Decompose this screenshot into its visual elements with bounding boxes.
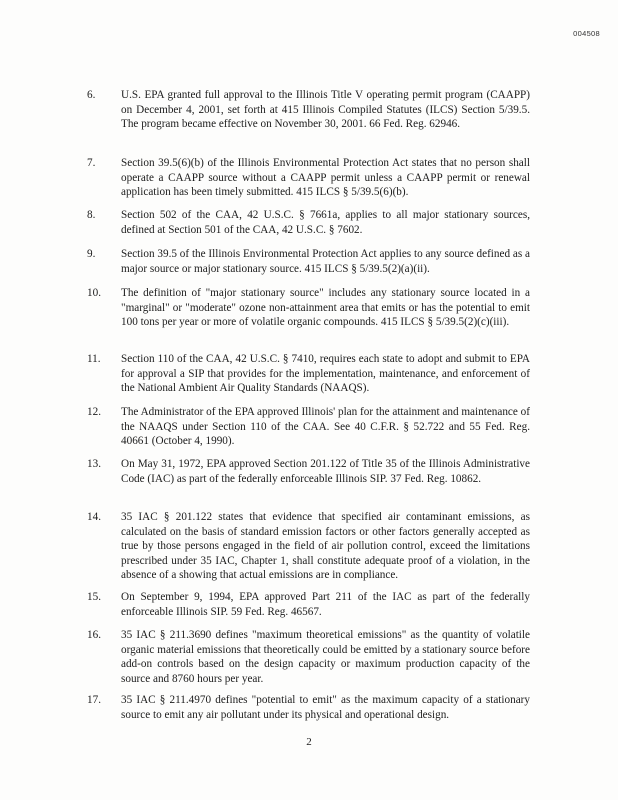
paragraph-number: 9. [87,248,96,260]
paragraph-text: Section 39.5 of the Illinois Environmental Protection Act applies to any source defined as a major source or major stationary source. 415 ILCS § 5/39.5(2)(a)(ii). [121,248,530,275]
paragraph-number: 13. [87,458,101,470]
bates-number: 004508 [573,29,600,38]
paragraph-number: 15. [87,591,101,603]
paragraph-number: 10. [87,287,101,299]
paragraph-text: Section 39.5(6)(b) of the Illinois Environmental Protection Act states that no person shall operate a CAAPP source without a CAAPP permit unless a CAAPP permit or renewal application has been timely submitted. 415 ILCS § 5/39.5(6)(b). [121,157,530,199]
paragraph-number: 17. [87,694,101,706]
paragraph-number: 12. [87,406,101,418]
paragraph-text: U.S. EPA granted full approval to the Illinois Title V operating permit program (CAAPP) on December 4, 2001, set forth at 415 Illinois Compiled Statutes (ILCS) Section 5/39.5. The program became effective on November 30, 2001. 66 Fed. Reg. 62946. [121,89,530,131]
paragraph-text: The definition of "major stationary source" includes any stationary source located in a "marginal" or "moderate" ozone non-attainment area that emits or has the potential to emit 100 tons per year or more of volatile organic compounds. 415 ILCS § 5/39.5(2)(c)(iii). [121,287,530,329]
paragraph-text: 35 IAC § 201.122 states that evidence that specified air contaminant emissions, as calculated on the basis of standard emission factors or other factors generally accepted as true by those persons engaged in the field of air pollution control, exceed the limitations prescribed under 35 IAC, Chapter 1, shall constitute adequate proof of a violation, in the absence of a showing that actual emissions are in compliance. [121,511,530,582]
page-number: 2 [306,736,312,748]
paragraph-text: 35 IAC § 211.4970 defines "potential to emit" as the maximum capacity of a stationary source to emit any air pollutant under its physical and operational design. [121,694,530,721]
paragraph-text: Section 110 of the CAA, 42 U.S.C. § 7410, requires each state to adopt and submit to EPA for approval a SIP that provides for the implementation, maintenance, and enforcement of the National Ambient Air Quality Standards (NAAQS). [121,353,530,395]
paragraph-text: Section 502 of the CAA, 42 U.S.C. § 7661a, applies to all major stationary sources, defined at Section 501 of the CAA, 42 U.S.C. § 7602. [121,209,530,236]
paragraph-number: 7. [87,157,96,169]
paragraph-text: 35 IAC § 211.3690 defines "maximum theoretical emissions" as the quantity of volatile organic material emissions that theoretically could be emitted by a stationary source before add-on controls based on the design capacity or maximum production capacity of the source and 8760 hours per year. [121,629,530,685]
paragraph-number: 11. [87,353,101,365]
paragraph-number: 16. [87,629,101,641]
paragraph-number: 6. [87,89,96,101]
paragraph-text: On May 31, 1972, EPA approved Section 201.122 of Title 35 of the Illinois Administrative Code (IAC) as part of the federally enforceable Illinois SIP. 37 Fed. Reg. 10862. [121,458,530,485]
paragraph-number: 14. [87,511,101,523]
paragraph-number: 8. [87,209,96,221]
paragraph-text: On September 9, 1994, EPA approved Part 211 of the IAC as part of the federally enforceable Illinois SIP. 59 Fed. Reg. 46567. [121,591,530,618]
paragraph-text: The Administrator of the EPA approved Illinois' plan for the attainment and maintenance of the NAAQS under Section 110 of the CAA. See 40 C.F.R. § 52.722 and 55 Fed. Reg. 40661 (October 4, 1990). [121,406,530,448]
